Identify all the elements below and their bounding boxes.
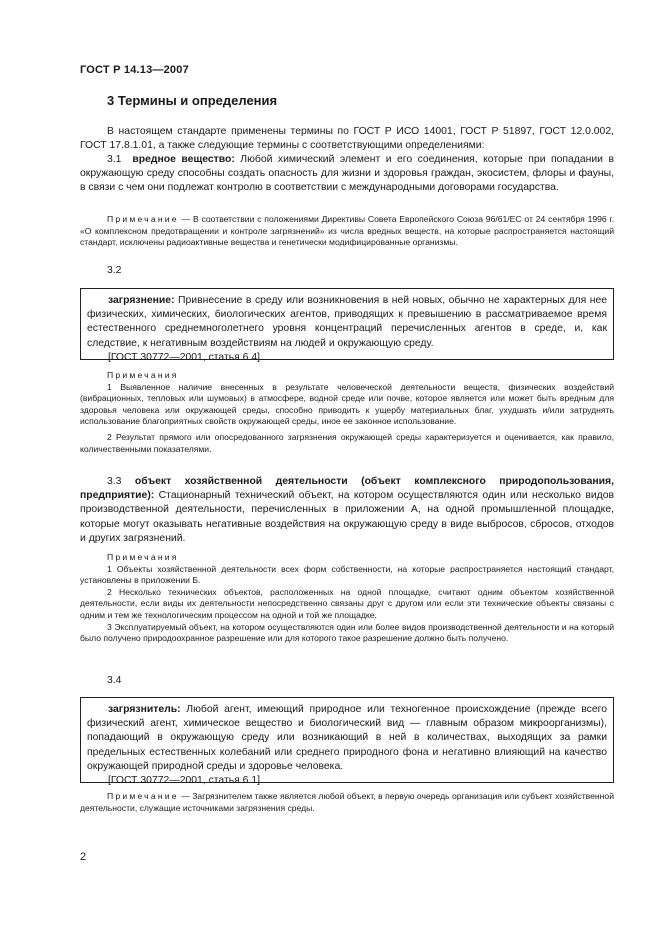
intro-text: В настоящем стандарте применены термины по ГОСТ Р ИСО 14001, ГОСТ Р 51897, ГОСТ 12.0.002, ГОСТ 17.8.1.01, а также следующие термины с соответствующими определениями: [80,126,614,152]
term-number: 3.1 [107,154,122,165]
note-1: 1 Объекты хозяйственной деятельности всех форм собственности, на которые распространяется настоящий стандарт, установлены в приложении Б. [80,563,614,586]
term-reference: [ГОСТ 30772—2001, статья 6.4] [108,351,260,363]
term-name: загрязнение: [108,295,175,306]
note-label: Примечание [107,214,179,224]
note-3-1 [80,214,614,249]
term-name: вредное вещество: [132,154,235,165]
term-number: 3.3 [107,476,122,487]
note-label: Примечание [107,791,179,801]
intro-paragraph [80,125,614,153]
term-3-3 [80,475,614,546]
term-definition: Любой агент, имеющий природное или техногенное происхождение (прежде всего физический агент, химическое вещество и биологический вид — главным образом микроорганизмы), попадающий в окружающую среду или возникающий в ней в количествах, выходящих за рамки предельных естественных колебаний или среднего природного фона и негативно влияющий на качество окружающей природной среды и здоровье человека. [87,704,607,772]
term-number-3-2: 3.2 [107,265,122,276]
document-header: ГОСТ Р 14.13—2007 [80,64,189,76]
note-3-4 [80,791,614,814]
term-number-3-4: 3.4 [107,675,122,686]
notes-label: Примечания [107,370,179,380]
term-definition: Любой химический элемент и его соединения, которые при попадании в окружающую среду способны создать опасность для жизни и здоровья граждан, экосистем, флоры и фауны, в связи с чем они подлежат контролю в соответствии с международными договорами государства. [80,154,614,194]
term-definition: Привнесение в среду или возникновения в ней новых, обычно не характерных для нее физических, химических, биологических агентов, приводящих к превышению в рассматриваемое время естественного среднемноголетнего уровня концентраций перечисленных агентов в среде, и, как следствие, к негативным воздействиям на людей и окружающую среду. [87,295,608,349]
section-title: 3 Термины и определения [107,93,278,108]
note-2: 2 Несколько технических объектов, расположенных на одной площадке, считают одним объектом хозяйственной деятельности, если виды их деятельности непосредственно связаны друг с другом или если эти технические объекты связаны с одним и тем же технологическим процессом на одной и той же площадке. [80,586,614,620]
term-3-2-box [80,288,614,363]
notes-3-3 [80,552,614,645]
notes-label: Примечания [107,552,179,562]
term-3-4-box [80,697,614,787]
note-2: 2 Результат прямого или опосредованного загрязнения окружающей среды характеризуется и оценивается, как правило, количественными показателями. [80,431,614,454]
note-1: 1 Выявленное наличие внесенных в результате человеческой деятельности веществ, физических воздействий (вибрационных, тепловых или шумовых) в атмосфере, водной среде или почве, которое является или может быть вредным для здоровья человека или окружающей среды, способно приводить к ущербу материальных благ, ухудшать и/или затруднять использование благоприятных свойств окружающей среды, иное ее законное использование. [80,381,614,427]
page-number: 2 [80,851,87,863]
term-name: объект хозяйственной деятельности (объект комплексного природопользования, предприятие): [80,476,614,502]
note-text: — В соответствии с положениями Директивы Совета Европейского Союза 96/61/ЕС от 24 сентября 1996 г. «О комплексном предотвращении и контроле загрязнений» из числа вредных веществ, на которые распространяется настоящий стандарт, исключены радиоактивные вещества и генетически модифицированные организмы. [80,214,614,248]
term-reference: [ГОСТ 30772—2001, статья 6.1] [108,775,260,787]
note-3: 3 Эксплуатируемый объект, на котором осуществляются один или более видов производственной деятельности и на который было получено природоохранное разрешение или для которого такое разрешение должно быть получено. [80,621,614,644]
term-3-1 [80,153,614,196]
term-name: загрязнитель: [108,704,181,715]
note-text: — Загрязнителем также является любой объект, в первую очередь организация или субъект хозяйственной деятельности, служащие источниками загрязнения среды. [80,791,614,813]
term-definition: Стационарный технический объект, на котором осуществляются один или несколько видов производственной деятельности, перечисленных в приложении А, на одной промышленной площадке, которые могут оказывать негативные воздействия на окружающую среду в виде выбросов, сбросов, отходов и других загрязнений. [80,490,614,544]
notes-3-2 [80,370,614,455]
